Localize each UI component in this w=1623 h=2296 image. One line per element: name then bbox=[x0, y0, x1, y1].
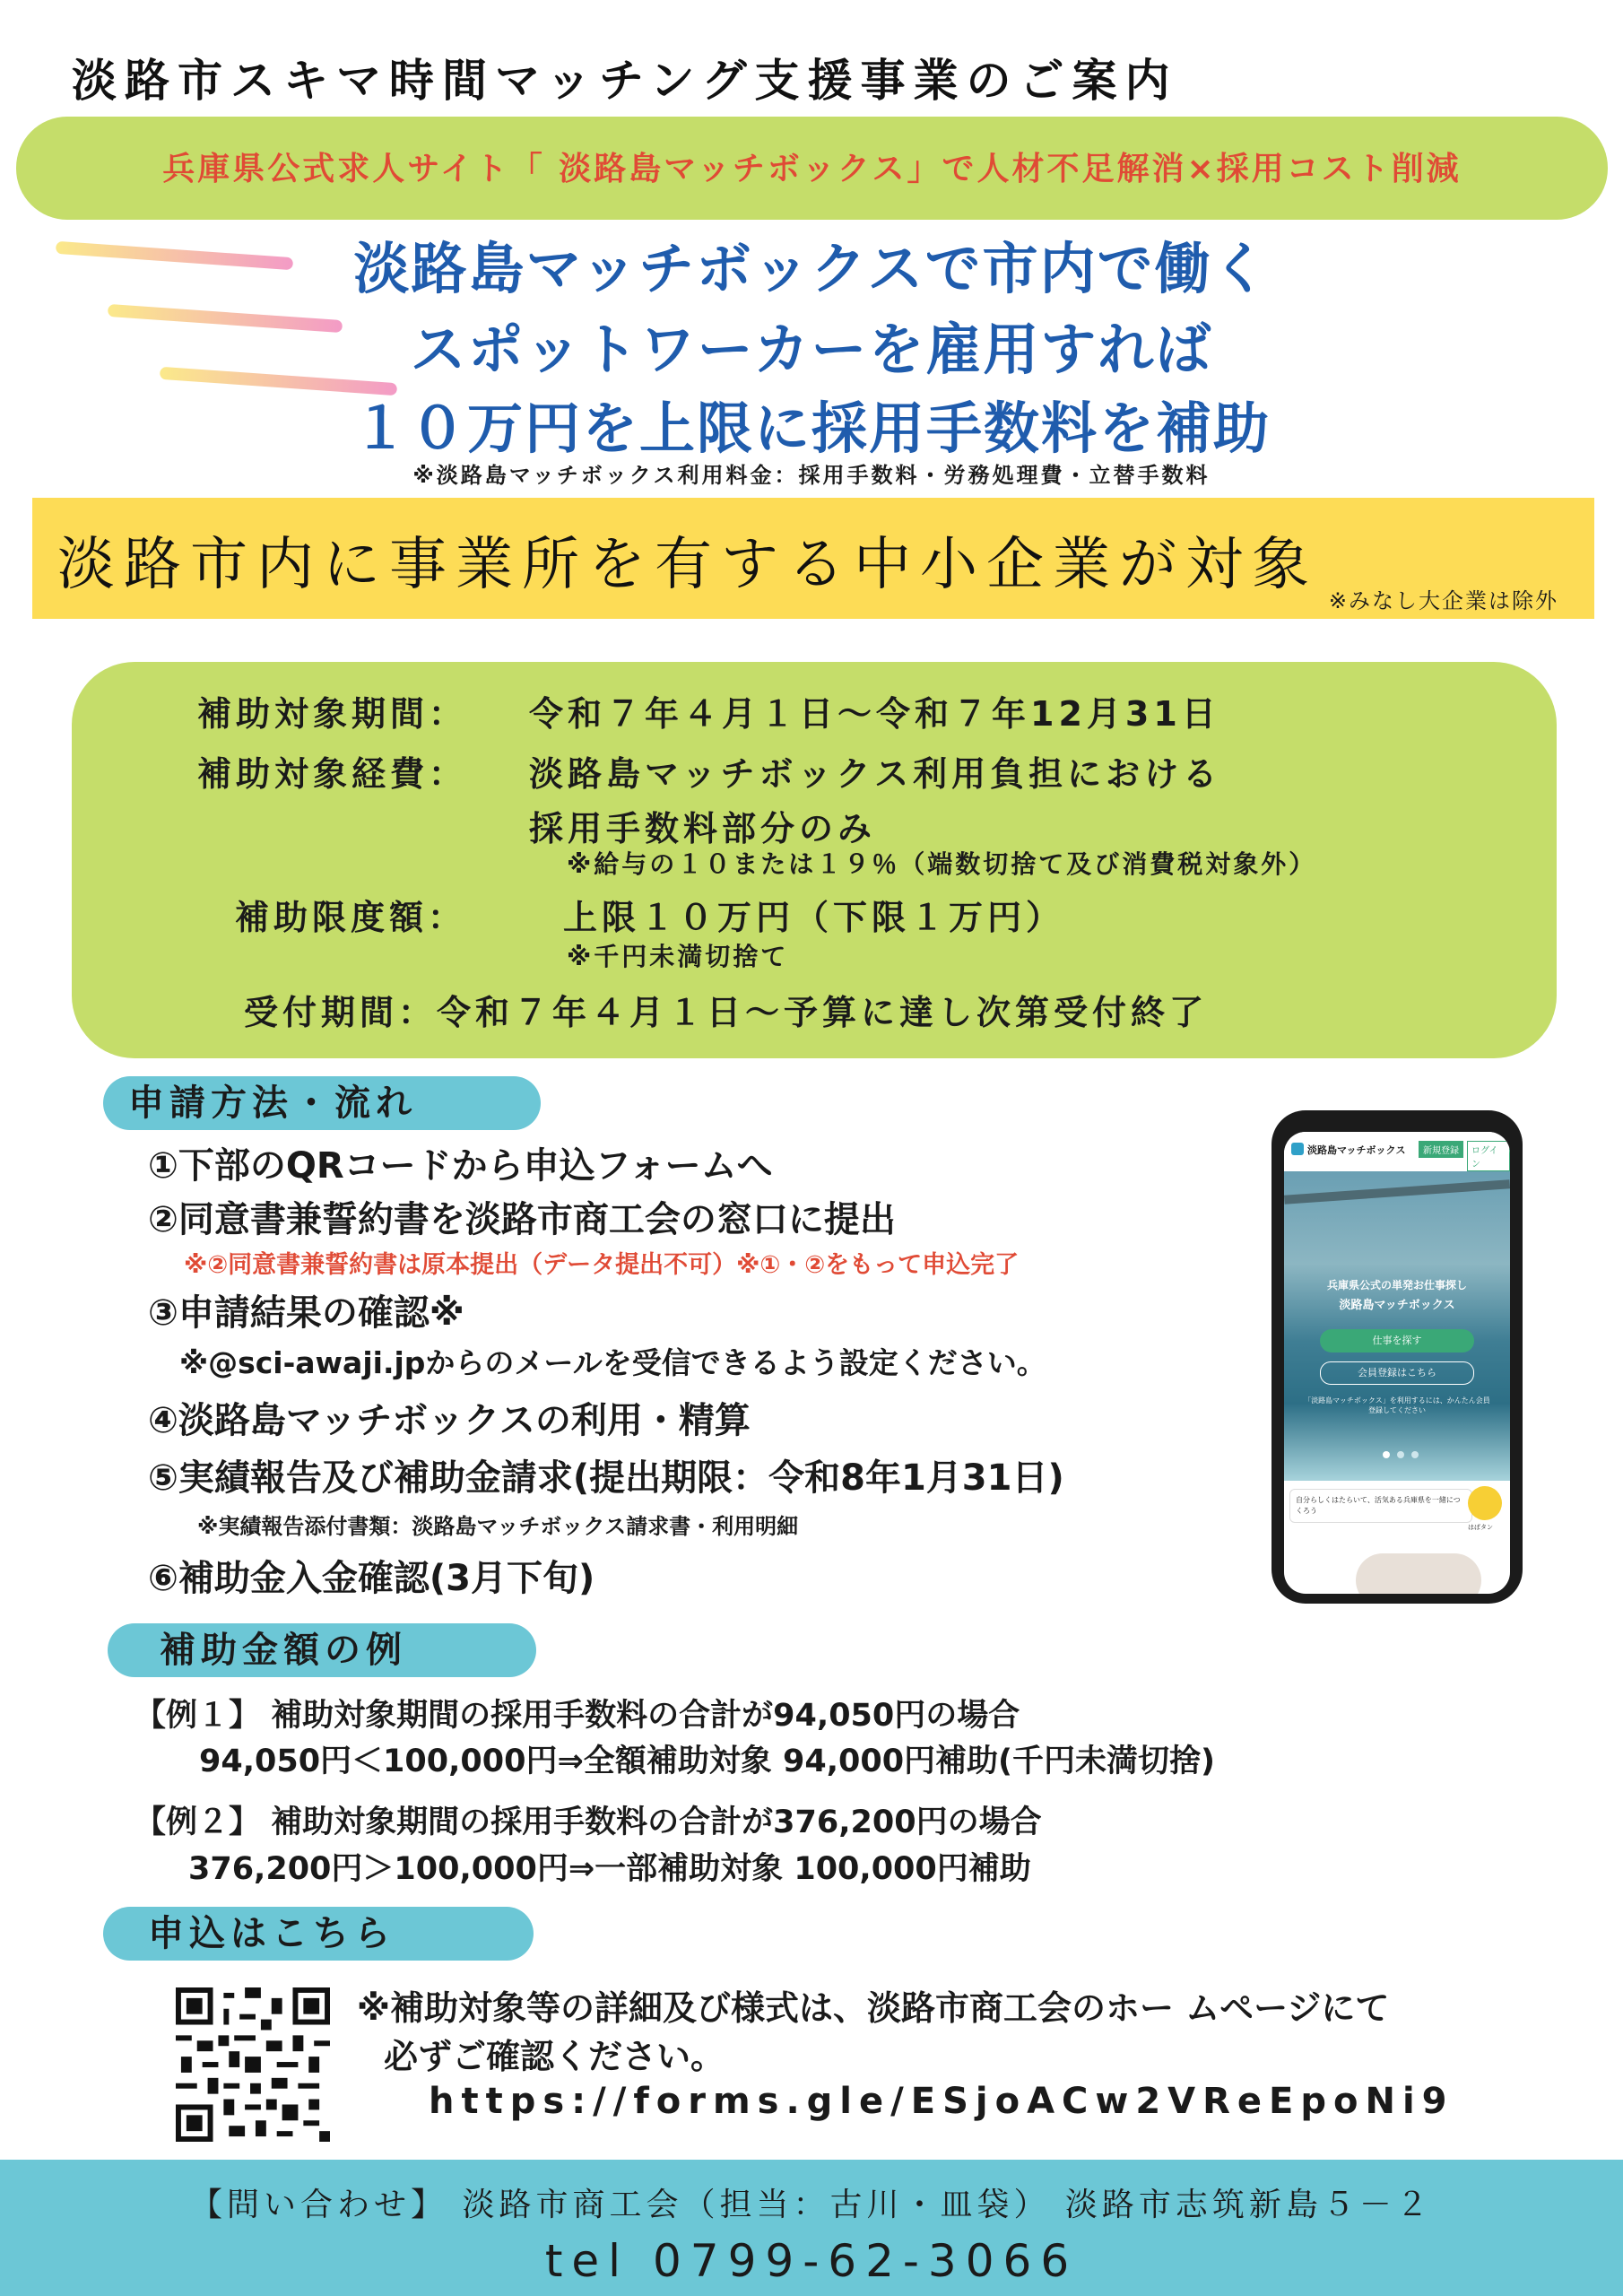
carousel-dot[interactable] bbox=[1411, 1451, 1419, 1458]
limit-label: 補助限度額： bbox=[235, 898, 467, 937]
member-register-button[interactable]: 会員登録はこちら bbox=[1320, 1361, 1474, 1385]
mascot-name: はばタン bbox=[1468, 1524, 1493, 1531]
logo-icon bbox=[1291, 1143, 1304, 1155]
register-button[interactable]: 新規登録 bbox=[1419, 1141, 1463, 1158]
flow-heading: 申請方法・流れ bbox=[103, 1076, 541, 1130]
fee-note: ※淡路島マッチボックス利用料金：採用手数料・労務処理費・立替手数料 bbox=[412, 463, 1211, 488]
carousel-dot[interactable] bbox=[1383, 1451, 1390, 1458]
apply-note-1: ※補助対象等の詳細及び様式は、淡路市商工会のホー ムページにて bbox=[357, 1988, 1390, 2028]
expense-label: 補助対象経費： bbox=[197, 754, 468, 794]
step-5: ⑤実績報告及び補助金請求(提出期限：令和8年1月31日) bbox=[148, 1457, 1064, 1499]
hand-graphic bbox=[1356, 1553, 1481, 1594]
example-2-calc: 376,200円＞100,000円⇒一部補助対象 100,000円補助 bbox=[188, 1851, 1031, 1887]
hero-description: 「淡路島マッチボックス」を利用するには、かんたん会員登録してください bbox=[1304, 1396, 1490, 1414]
expense-note: ※給与の１０または１９％（端数切捨て及び消費税対象外） bbox=[567, 849, 1317, 879]
step-1: ①下部のQRコードから申込フォームへ bbox=[148, 1145, 773, 1187]
step-5-note: ※実績報告添付書類：淡路島マッチボックス請求書・利用明細 bbox=[197, 1514, 799, 1539]
step-4: ④淡路島マッチボックスの利用・精算 bbox=[148, 1400, 751, 1441]
period-value: 令和７年４月１日～令和７年12月31日 bbox=[529, 694, 1220, 734]
example-1-title: 【例１】 補助対象期間の採用手数料の合計が94,050円の場合 bbox=[135, 1698, 1020, 1734]
hero-image bbox=[1284, 1171, 1510, 1481]
reception-period: 受付期間：令和７年４月１日～予算に達し次第受付終了 bbox=[244, 993, 1209, 1032]
page-title: 淡路市スキマ時間マッチング支援事業のご案内 bbox=[72, 55, 1178, 107]
apply-heading: 申込はこちら bbox=[103, 1907, 534, 1961]
login-button[interactable]: ログイン bbox=[1467, 1141, 1510, 1171]
limit-note: ※千円未満切捨て bbox=[567, 942, 789, 971]
qr-code[interactable] bbox=[176, 1987, 330, 2142]
step-3: ③申請結果の確認※ bbox=[148, 1292, 464, 1334]
search-jobs-button[interactable]: 仕事を探す bbox=[1320, 1329, 1474, 1352]
hero-title-2: 淡路島マッチボックス bbox=[1339, 1299, 1455, 1312]
lead-text: 兵庫県公式求人サイト「 淡路島マッチボックス」で人材不足解消×採用コスト削減 bbox=[162, 151, 1462, 187]
phone-screen bbox=[1284, 1132, 1510, 1594]
period-label: 補助対象期間： bbox=[197, 694, 468, 734]
mascot-icon bbox=[1468, 1486, 1502, 1520]
step-3-note: ※@sci-awaji.jpからのメールを受信できるよう設定ください。 bbox=[179, 1345, 1046, 1380]
contact-info: 【問い合わせ】 淡路市商工会（担当：古川・皿袋） 淡路市志筑新島５－２ bbox=[190, 2187, 1433, 2223]
site-header bbox=[1284, 1132, 1510, 1171]
example-1-calc: 94,050円＜100,000円⇒全額補助対象 94,000円補助(千円未満切捨) bbox=[199, 1744, 1216, 1779]
target-text: 淡路市内に事業所を有する中小企業が対象 bbox=[57, 532, 1318, 598]
site-name: 淡路島マッチボックス bbox=[1307, 1144, 1406, 1156]
expense-value-2: 採用手数料部分のみ bbox=[529, 809, 877, 848]
target-note: ※みなし大企業は除外 bbox=[1328, 588, 1558, 613]
headline-line-2: スポットワーカーを雇用すれば bbox=[410, 317, 1213, 382]
examples-heading: 補助金額の例 bbox=[108, 1623, 536, 1677]
telephone[interactable]: tel 0799-62-3066 bbox=[544, 2235, 1079, 2287]
hero-title-1: 兵庫県公式の単発お仕事探し bbox=[1326, 1279, 1467, 1292]
headline-line-3: １０万円を上限に採用手数料を補助 bbox=[352, 396, 1271, 461]
bridge-graphic bbox=[1284, 1179, 1510, 1205]
step-6: ⑥補助金入金確認(3月下旬) bbox=[148, 1558, 595, 1599]
headline-line-1: 淡路島マッチボックスで市内で働く bbox=[353, 236, 1270, 301]
form-url-link[interactable]: https://forms.gle/ESjoACw2VReEpoNi9 bbox=[429, 2081, 1454, 2122]
carousel-dot[interactable] bbox=[1397, 1451, 1404, 1458]
expense-value: 淡路島マッチボックス利用負担における bbox=[529, 754, 1222, 794]
example-2-title: 【例２】 補助対象期間の採用手数料の合計が376,200円の場合 bbox=[135, 1805, 1042, 1840]
step-2: ②同意書兼誓約書を淡路市商工会の窓口に提出 bbox=[148, 1199, 896, 1240]
apply-note-2: 必ずご確認ください。 bbox=[384, 2037, 725, 2076]
limit-value: 上限１０万円（下限１万円） bbox=[563, 898, 1065, 937]
message-bubble: 自分らしくはたらいて、活気ある兵庫県を一緒につくろう bbox=[1289, 1489, 1472, 1523]
step-2-note: ※②同意書兼誓約書は原本提出（データ提出不可）※①・②をもって申込完了 bbox=[184, 1251, 1020, 1279]
